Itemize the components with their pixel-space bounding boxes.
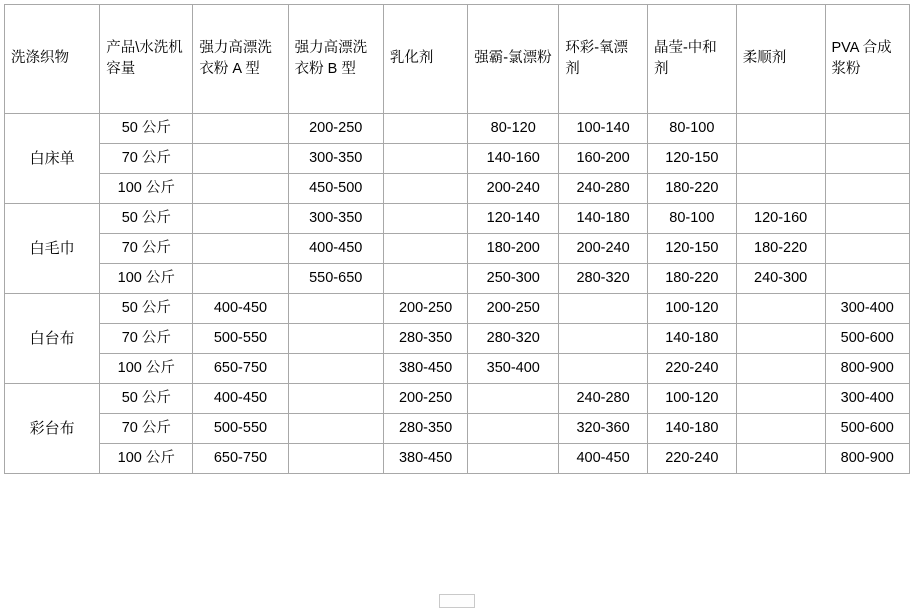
dosage-cell: 250-300 [468,264,559,294]
dosage-cell: 180-200 [468,234,559,264]
dosage-cell: 500-600 [825,414,910,444]
dosage-cell: 160-200 [559,144,648,174]
column-header-powder-a: 强力高漂洗衣粉 A 型 [193,5,288,114]
dosage-cell: 500-600 [825,324,910,354]
dosage-cell: 80-100 [647,114,736,144]
dosage-cell: 220-240 [647,354,736,384]
table-row [5,114,910,144]
dosage-cell: 200-250 [288,114,383,144]
column-header-oxygen-bleach: 环彩-氧漂剂 [559,5,648,114]
dosage-cell: 280-320 [559,264,648,294]
dosage-cell [193,114,288,144]
table-row [5,384,910,414]
dosage-cell: 350-400 [468,354,559,384]
dosage-cell: 380-450 [383,354,467,384]
dosage-cell: 140-180 [647,414,736,444]
dosage-cell [468,414,559,444]
table-row [5,444,910,474]
column-header-powder-b: 强力高漂洗衣粉 B 型 [288,5,383,114]
dosage-cell: 200-250 [383,384,467,414]
table-body [5,114,910,474]
dosage-cell: 180-220 [736,234,825,264]
dosage-cell [825,204,910,234]
table-row [5,324,910,354]
dosage-cell: 180-220 [647,174,736,204]
dosage-cell: 220-240 [647,444,736,474]
dosage-cell [736,444,825,474]
column-header-capacity: 产品\水洗机容量 [100,5,193,114]
dosage-cell: 80-120 [468,114,559,144]
document-page [0,4,914,608]
dosage-cell: 140-180 [647,324,736,354]
dosage-cell: 200-250 [468,294,559,324]
dosage-cell: 380-450 [383,444,467,474]
dosage-cell: 400-450 [193,384,288,414]
dosage-cell [559,354,648,384]
dosage-cell [825,114,910,144]
dosage-cell [736,144,825,174]
table-row [5,174,910,204]
table-row [5,264,910,294]
dosage-cell [383,144,467,174]
dosage-cell: 120-160 [736,204,825,234]
column-header-softener: 柔顺剂 [736,5,825,114]
dosage-cell: 200-250 [383,294,467,324]
dosage-cell: 100-120 [647,384,736,414]
dosage-cell: 300-350 [288,204,383,234]
capacity-cell: 70 公斤 [100,144,193,174]
dosage-cell: 200-240 [559,234,648,264]
dosage-cell [559,324,648,354]
dosage-cell: 120-150 [647,144,736,174]
dosage-cell [193,204,288,234]
column-header-neutralizer: 晶莹-中和剂 [647,5,736,114]
capacity-cell: 100 公斤 [100,444,193,474]
capacity-cell: 100 公斤 [100,174,193,204]
dosage-table [4,4,910,474]
capacity-cell: 50 公斤 [100,204,193,234]
dosage-cell [383,204,467,234]
dosage-cell [736,354,825,384]
dosage-cell: 180-220 [647,264,736,294]
dosage-cell [468,444,559,474]
dosage-cell: 280-320 [468,324,559,354]
capacity-cell: 70 公斤 [100,414,193,444]
capacity-cell: 50 公斤 [100,384,193,414]
capacity-cell: 70 公斤 [100,324,193,354]
dosage-cell [559,294,648,324]
dosage-cell: 280-350 [383,414,467,444]
dosage-cell [736,324,825,354]
capacity-cell: 100 公斤 [100,264,193,294]
dosage-cell [288,324,383,354]
fabric-name-cell: 白毛巾 [5,204,100,294]
dosage-cell: 100-140 [559,114,648,144]
table-row [5,144,910,174]
dosage-cell: 400-450 [288,234,383,264]
dosage-cell: 100-120 [647,294,736,324]
dosage-cell: 500-550 [193,324,288,354]
dosage-cell: 300-400 [825,294,910,324]
dosage-cell: 800-900 [825,444,910,474]
dosage-cell: 280-350 [383,324,467,354]
dosage-cell [193,234,288,264]
column-header-emulsifier: 乳化剂 [383,5,467,114]
dosage-cell [736,114,825,144]
dosage-cell [288,414,383,444]
dosage-cell [468,384,559,414]
dosage-cell [288,294,383,324]
dosage-cell: 300-350 [288,144,383,174]
table-header-row [5,5,910,114]
dosage-cell: 240-280 [559,384,648,414]
fabric-name-cell: 彩台布 [5,384,100,474]
table-row [5,234,910,264]
dosage-cell: 500-550 [193,414,288,444]
dosage-cell [383,264,467,294]
fabric-name-cell: 白台布 [5,294,100,384]
dosage-cell: 320-360 [559,414,648,444]
dosage-cell: 450-500 [288,174,383,204]
table-row [5,354,910,384]
dosage-cell: 550-650 [288,264,383,294]
page-footer-marker [439,594,475,608]
dosage-cell [193,264,288,294]
dosage-cell: 400-450 [559,444,648,474]
dosage-cell: 120-140 [468,204,559,234]
column-header-pva: PVA 合成浆粉 [825,5,910,114]
dosage-cell [383,114,467,144]
dosage-cell: 650-750 [193,354,288,384]
dosage-cell [383,174,467,204]
dosage-cell [193,144,288,174]
capacity-cell: 50 公斤 [100,114,193,144]
dosage-cell [736,294,825,324]
dosage-cell [288,384,383,414]
dosage-cell: 650-750 [193,444,288,474]
dosage-cell [288,354,383,384]
table-row [5,414,910,444]
table-row [5,294,910,324]
dosage-cell: 200-240 [468,174,559,204]
dosage-cell: 240-300 [736,264,825,294]
dosage-cell: 300-400 [825,384,910,414]
dosage-cell: 120-150 [647,234,736,264]
dosage-cell: 140-160 [468,144,559,174]
dosage-cell [736,414,825,444]
dosage-cell: 140-180 [559,204,648,234]
dosage-cell [736,384,825,414]
dosage-cell [825,234,910,264]
dosage-cell: 800-900 [825,354,910,384]
fabric-name-cell: 白床单 [5,114,100,204]
column-header-chlorine-bleach: 强霸-氯漂粉 [468,5,559,114]
capacity-cell: 70 公斤 [100,234,193,264]
dosage-cell [825,144,910,174]
dosage-cell: 80-100 [647,204,736,234]
table-row [5,204,910,234]
dosage-cell [288,444,383,474]
dosage-cell: 240-280 [559,174,648,204]
dosage-cell: 400-450 [193,294,288,324]
dosage-cell [736,174,825,204]
capacity-cell: 50 公斤 [100,294,193,324]
dosage-cell [193,174,288,204]
capacity-cell: 100 公斤 [100,354,193,384]
column-header-fabric: 洗涤织物 [5,5,100,114]
dosage-cell [383,234,467,264]
dosage-cell [825,174,910,204]
dosage-cell [825,264,910,294]
